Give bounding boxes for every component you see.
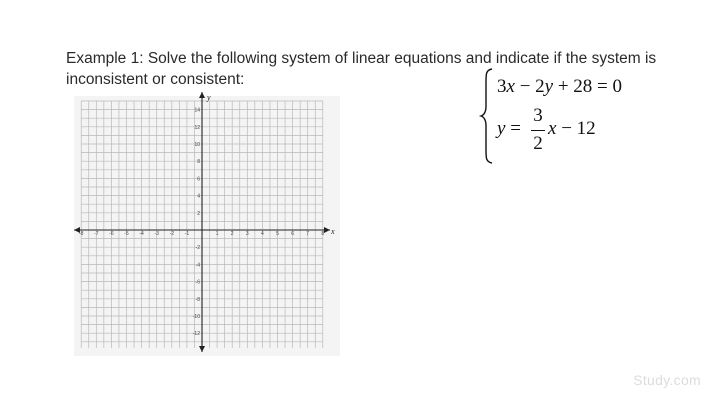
study-watermark: Study.com <box>633 372 701 388</box>
eq2-fraction-denominator: 2 <box>533 133 543 154</box>
eq2-constant: − 12 <box>556 118 596 139</box>
x-tick-label: 2 <box>230 231 234 237</box>
x-tick-label: -4 <box>139 231 144 237</box>
y-tick-label: 2 <box>197 210 200 217</box>
y-tick-label: -6 <box>195 279 200 286</box>
eq1-coef-x: 3 <box>497 76 507 97</box>
equation-2-lhs <box>497 118 521 140</box>
left-brace-icon <box>478 66 498 166</box>
x-tick-label: -5 <box>124 231 129 237</box>
x-tick-label: -1 <box>184 231 190 237</box>
eq1-constant: + 28 = 0 <box>553 76 623 97</box>
y-tick-label: 14 <box>194 107 200 114</box>
y-tick-label: -4 <box>195 262 200 269</box>
y-tick-label: -10 <box>192 314 200 320</box>
x-tick-label: 8 <box>321 231 325 237</box>
x-tick-label: 1 <box>215 231 219 237</box>
eq2-fraction-numerator: 3 <box>533 105 543 126</box>
x-tick-label: -8 <box>78 231 84 237</box>
y-axis-label: y <box>207 93 211 102</box>
x-tick-label: -7 <box>94 231 99 237</box>
y-tick-label: 10 <box>194 142 200 148</box>
x-tick-label: -6 <box>109 231 114 237</box>
eq2-fraction-bar <box>531 130 545 131</box>
y-tick-label: -2 <box>195 245 200 252</box>
eq1-var-y: y <box>544 76 554 97</box>
x-tick-label: -2 <box>169 231 175 237</box>
x-tick-label: 4 <box>261 231 264 237</box>
y-tick-label: 8 <box>197 159 200 166</box>
eq1-coef-y: − 2 <box>514 76 545 97</box>
y-tick-label: -8 <box>195 296 200 303</box>
x-axis-label: x <box>331 227 335 236</box>
eq2-var-x: x <box>548 118 557 139</box>
y-axis-up-arrow-icon <box>199 92 205 98</box>
x-tick-label: -3 <box>154 231 159 237</box>
equation-2-rhs <box>548 118 596 140</box>
problem-line-1: Example 1: Solve the following system of linear equations and indicate if the system is <box>66 50 657 67</box>
equation-system <box>478 66 678 166</box>
eq2-var-y: y <box>497 118 506 139</box>
equation-1 <box>497 76 622 98</box>
y-tick-label: -12 <box>192 331 200 338</box>
x-tick-label: 6 <box>291 231 294 237</box>
y-tick-label: 6 <box>197 176 200 183</box>
y-tick-label: 4 <box>197 193 200 200</box>
problem-line-2: inconsistent or consistent: <box>66 71 245 88</box>
eq1-var-x: x <box>506 76 515 97</box>
x-tick-label: 3 <box>245 231 249 237</box>
x-tick-label: 7 <box>306 231 310 237</box>
x-tick-label: 5 <box>276 231 279 237</box>
y-tick-label: 12 <box>194 124 200 131</box>
eq2-equals: = <box>505 118 521 139</box>
